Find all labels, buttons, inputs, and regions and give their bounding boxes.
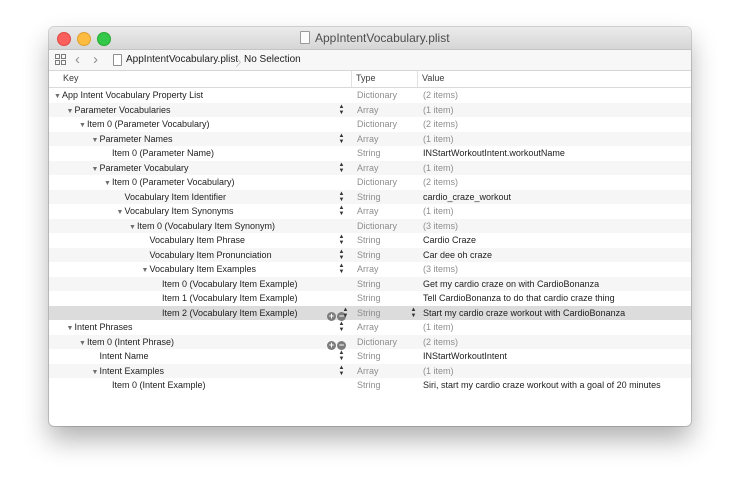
row-key-label: Item 2 (Vocabulary Item Example) (162, 307, 298, 318)
row-key-label: Item 0 (Intent Example) (112, 380, 206, 390)
row-type[interactable]: String (357, 249, 381, 260)
row-type[interactable]: Dictionary (357, 177, 398, 187)
plist-row[interactable] (49, 291, 691, 306)
row-type[interactable]: Dictionary (357, 119, 398, 129)
column-header (49, 71, 691, 88)
row-key-label: Intent Name (99, 351, 149, 361)
disclosure-triangle-icon[interactable]: ▼ (79, 339, 86, 347)
row-key-label: Item 0 (Intent Phrase) (87, 336, 175, 347)
plist-row[interactable] (49, 349, 691, 364)
row-value[interactable]: Start my cardio craze workout with CardioBonanza (423, 307, 626, 318)
disclosure-triangle-icon[interactable]: ▼ (66, 325, 74, 332)
type-stepper-icon[interactable]: ▲ ▼ (338, 205, 345, 217)
row-value[interactable]: Get my cardio craze on with CardioBonanza (423, 278, 600, 289)
minimize-button[interactable] (77, 32, 91, 46)
row-key-label: Vocabulary Item Pronunciation (149, 249, 272, 260)
row-key-label: Intent Phrases (74, 322, 133, 332)
row-key[interactable] (141, 233, 246, 248)
type-stepper-icon[interactable]: ▲ ▼ (338, 132, 345, 145)
disclosure-triangle-icon[interactable]: ▼ (141, 267, 149, 274)
row-key-label: Item 0 (Parameter Vocabulary) (112, 177, 235, 187)
row-type[interactable]: Array (357, 264, 379, 274)
row-key-label: Parameter Vocabulary (99, 162, 189, 173)
plist-row[interactable] (49, 219, 691, 234)
related-items-icon[interactable] (55, 54, 66, 65)
row-key-label: Item 0 (Parameter Vocabulary) (87, 119, 210, 129)
column-header-type[interactable]: Type (356, 73, 376, 83)
remove-item-icon[interactable]: − (338, 310, 345, 321)
back-button[interactable]: ‹ (75, 51, 80, 68)
row-type[interactable]: String (357, 191, 381, 202)
row-type[interactable]: String (357, 293, 381, 303)
row-value[interactable]: Car dee oh craze (423, 249, 493, 260)
breadcrumb-file[interactable]: AppIntentVocabulary.plist (126, 54, 239, 65)
row-value[interactable]: Cardio Craze (423, 235, 477, 245)
plist-row[interactable] (49, 277, 691, 292)
row-type[interactable]: String (357, 148, 381, 158)
plist-row[interactable] (49, 262, 691, 277)
row-key-label: Item 0 (Vocabulary Item Example) (162, 278, 298, 289)
plist-row[interactable] (49, 146, 691, 161)
jump-bar (49, 50, 691, 71)
row-type[interactable]: Array (357, 104, 379, 115)
row-value[interactable]: (1 item) (423, 365, 454, 376)
type-stepper-icon[interactable]: ▲ ▼ (338, 103, 345, 116)
plist-row[interactable] (49, 320, 691, 335)
row-key-label: App Intent Vocabulary Property List (62, 90, 204, 100)
plist-editor-window (49, 27, 691, 426)
disclosure-triangle-icon[interactable]: ▼ (91, 136, 99, 144)
type-stepper-icon[interactable]: ▲ ▼ (338, 190, 345, 203)
column-divider[interactable] (351, 71, 352, 87)
row-key[interactable] (103, 146, 214, 161)
row-value[interactable]: (2 items) (423, 119, 459, 129)
row-value[interactable]: (1 item) (423, 133, 454, 144)
type-stepper-icon[interactable]: ▲ ▼ (338, 161, 345, 174)
disclosure-triangle-icon[interactable]: ▼ (104, 180, 111, 187)
plist-row[interactable] (49, 161, 691, 176)
row-value[interactable]: (3 items) (423, 220, 459, 231)
disclosure-triangle-icon[interactable]: ▼ (129, 223, 136, 231)
type-stepper-icon[interactable]: ▲ ▼ (338, 248, 345, 261)
type-stepper-icon[interactable]: ▲ ▼ (338, 234, 345, 246)
plist-row[interactable] (49, 103, 691, 118)
row-value[interactable]: (2 items) (423, 90, 459, 100)
row-type[interactable]: Array (357, 162, 379, 173)
row-value[interactable]: (2 items) (423, 177, 459, 187)
row-type[interactable]: Array (357, 322, 379, 332)
row-key-label: Intent Examples (99, 365, 165, 376)
row-key[interactable] (153, 306, 298, 321)
row-type[interactable]: Array (357, 365, 379, 376)
row-type[interactable]: Dictionary (357, 220, 398, 231)
type-stepper-icon[interactable]: ▲ ▼ (338, 350, 345, 362)
column-divider[interactable] (417, 71, 418, 87)
row-type[interactable]: Dictionary (357, 336, 398, 347)
row-key-label: Parameter Vocabularies (74, 104, 171, 115)
breadcrumb-separator-icon: 〉 (236, 58, 246, 69)
row-value[interactable]: (1 item) (423, 206, 454, 216)
row-type[interactable]: String (357, 351, 381, 361)
column-header-value[interactable]: Value (422, 73, 445, 83)
disclosure-triangle-icon[interactable]: ▼ (116, 209, 124, 216)
row-key-label: Item 0 (Parameter Name) (112, 148, 215, 158)
row-value[interactable]: (1 item) (423, 322, 454, 332)
title-bar (49, 27, 691, 50)
value-stepper-icon[interactable]: ▲ ▼ (410, 306, 417, 319)
plist-row[interactable] (49, 132, 691, 147)
disclosure-triangle-icon[interactable]: ▼ (79, 122, 86, 129)
plist-row[interactable] (49, 190, 691, 205)
row-key[interactable] (153, 291, 298, 306)
breadcrumb-selection[interactable]: No Selection (244, 54, 301, 65)
plist-file-icon (113, 54, 122, 66)
type-stepper-icon[interactable]: ▲ ▼ (342, 306, 349, 319)
row-key[interactable] (153, 277, 298, 292)
row-key[interactable] (116, 190, 227, 205)
row-key-label: Vocabulary Item Examples (149, 264, 257, 274)
window-title: AppIntentVocabulary.plist (315, 31, 450, 45)
plist-row[interactable] (49, 88, 691, 103)
row-key[interactable] (103, 378, 206, 393)
row-value[interactable]: (3 items) (423, 264, 459, 274)
plist-row[interactable] (49, 378, 691, 393)
row-type[interactable]: Array (357, 206, 379, 216)
row-key-label: Vocabulary Item Synonyms (124, 206, 234, 216)
column-header-key[interactable]: Key (63, 73, 79, 83)
row-type[interactable]: String (357, 307, 381, 318)
row-key-label: Vocabulary Item Phrase (149, 235, 246, 245)
row-key-label: Item 0 (Vocabulary Item Synonym) (137, 220, 276, 231)
add-item-icon[interactable]: + (328, 310, 335, 321)
row-key[interactable] (141, 248, 272, 263)
plist-row[interactable] (49, 204, 691, 219)
disclosure-triangle-icon[interactable]: ▼ (66, 107, 74, 115)
row-key[interactable] (91, 349, 149, 364)
row-value[interactable]: Tell CardioBonanza to do that cardio craze thing (423, 293, 615, 303)
row-value[interactable]: cardio_craze_workout (423, 191, 512, 202)
plist-document-icon (300, 31, 310, 44)
row-type[interactable]: Dictionary (357, 90, 398, 100)
row-value[interactable]: (1 item) (423, 162, 454, 173)
type-stepper-icon[interactable]: ▲ ▼ (338, 263, 345, 275)
type-stepper-icon[interactable]: ▲ ▼ (338, 364, 345, 377)
row-value[interactable]: INStartWorkoutIntent (423, 351, 507, 361)
plist-row[interactable] (49, 233, 691, 248)
row-key-label: Parameter Names (99, 133, 173, 144)
row-key-label: Item 1 (Vocabulary Item Example) (162, 293, 298, 303)
add-remove-controls (327, 338, 347, 350)
plist-row[interactable] (49, 248, 691, 263)
row-type[interactable]: Array (357, 133, 379, 144)
plist-row[interactable] (49, 117, 691, 132)
zoom-button[interactable] (97, 32, 111, 46)
disclosure-triangle-icon[interactable]: ▼ (54, 93, 61, 100)
disclosure-triangle-icon[interactable]: ▼ (91, 368, 99, 376)
row-type[interactable]: String (357, 235, 381, 245)
row-value[interactable]: (1 item) (423, 104, 454, 115)
disclosure-triangle-icon[interactable]: ▼ (91, 165, 99, 173)
row-value[interactable]: (2 items) (423, 336, 459, 347)
forward-button[interactable]: › (93, 51, 98, 68)
plist-row[interactable] (49, 335, 691, 350)
plist-row[interactable] (49, 364, 691, 379)
remove-item-icon[interactable]: − (338, 339, 345, 350)
type-stepper-icon[interactable]: ▲ ▼ (338, 321, 345, 333)
row-key-label: Vocabulary Item Identifier (124, 191, 227, 202)
row-type[interactable]: String (357, 278, 381, 289)
plist-row[interactable] (49, 175, 691, 190)
close-button[interactable] (57, 32, 71, 46)
add-item-icon[interactable]: + (328, 339, 335, 350)
row-type[interactable]: String (357, 380, 381, 390)
plist-row[interactable] (49, 306, 691, 321)
row-value[interactable]: INStartWorkoutIntent.workoutName (423, 148, 565, 158)
row-value[interactable]: Siri, start my cardio craze workout with a goal of 20 minutes (423, 380, 661, 390)
